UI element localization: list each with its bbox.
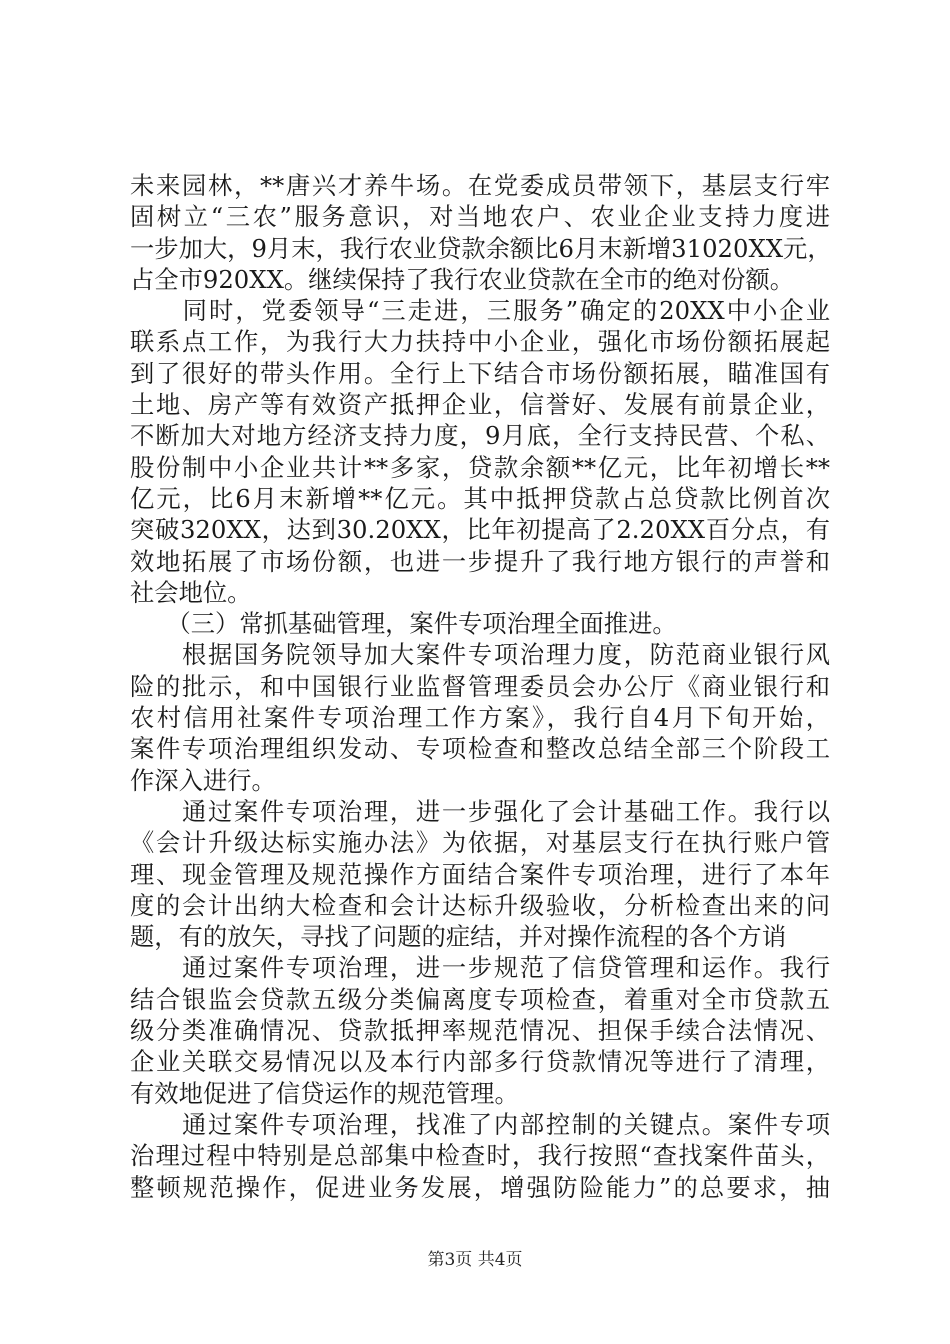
text-line: （三）常抓基础管理，案件专项治理全面推进。	[130, 609, 677, 639]
text-line: 通过案件专项治理，进一步强化了会计基础工作。我行以	[130, 796, 830, 826]
text-line: 土地、房产等有效资产抵押企业，信誉好、发展有前景企业，	[130, 390, 830, 420]
text-line: 突破320XX，达到30.20XX，比年初提高了2.20XX百分点，有	[130, 515, 830, 545]
text-line: 通过案件专项治理，找准了内部控制的关键点。案件专项	[130, 1109, 830, 1139]
text-line: 案件专项治理组织发动、专项检查和整改总结全部三个阶段工	[130, 734, 830, 764]
text-line: 理、现金管理及规范操作方面结合案件专项治理，进行了本年	[130, 859, 830, 889]
text-line: 治理过程中特别是总部集中检查时，我行按照“查找案件苗头，	[130, 1141, 830, 1171]
text-line: 亿元，比6月末新增**亿元。其中抵押贷款占总贷款比例首次	[130, 483, 830, 513]
text-line: 社会地位。	[130, 577, 252, 607]
text-line: 题，有的放矢，寻找了问题的症结，并对操作流程的各个方诮	[130, 922, 787, 952]
text-line: 企业关联交易情况以及本行内部多行贷款情况等进行了清理，	[130, 1047, 830, 1077]
text-line: 股份制中小企业共计**多家，贷款余额**亿元，比年初增长**	[130, 452, 830, 482]
text-line: 未来园林，**唐兴才养牛场。在党委成员带领下，基层支行牢	[130, 171, 830, 200]
text-line: 整顿规范操作，促进业务发展，增强防险能力”的总要求，抽	[130, 1172, 830, 1202]
text-line: 到了很好的带头作用。全行上下结合市场份额拓展，瞄准国有	[130, 358, 830, 388]
text-line: 效地拓展了市场份额，也进一步提升了我行地方银行的声誉和	[130, 546, 830, 576]
page-footer: 第3页 共4页	[427, 1250, 523, 1270]
text-line: 作深入进行。	[130, 765, 276, 795]
document-body	[130, 170, 830, 1203]
text-line: 《会计升级达标实施办法》为依据，对基层支行在执行账户管	[130, 828, 830, 858]
text-line: 同时，党委领导“三走进，三服务”确定的20XX中小企业	[130, 296, 830, 326]
text-line: 通过案件专项治理，进一步规范了信贷管理和运作。我行	[130, 953, 830, 983]
text-line: 固树立“三农”服务意识，对当地农户、农业企业支持力度进	[130, 202, 830, 232]
text-line: 险的批示，和中国银行业监督管理委员会办公厅《商业银行和	[130, 671, 830, 701]
text-line: 农村信用社案件专项治理工作方案》，我行自4月下旬开始，	[130, 703, 830, 733]
text-line: 不断加大对地方经济支持力度，9月底，全行支持民营、个私、	[130, 421, 830, 451]
text-line: 结合银监会贷款五级分类偏离度专项检查，着重对全市贷款五	[130, 984, 830, 1014]
text-line: 有效地促进了信贷运作的规范管理。	[130, 1078, 519, 1108]
text-line: 一步加大，9月末，我行农业贷款余额比6月末新增31020XX元，	[130, 233, 832, 263]
text-line: 占全市920XX。继续保持了我行农业贷款在全市的绝对份额。	[130, 264, 795, 294]
text-line: 度的会计出纳大检查和会计达标升级验收，分析检查出来的问	[130, 890, 830, 920]
text-line: 联系点工作，为我行大力扶持中小企业，强化市场份额拓展起	[130, 327, 830, 357]
text-line: 根据国务院领导加大案件专项治理力度，防范商业银行风	[130, 640, 830, 670]
text-line: 级分类准确情况、贷款抵押率规范情况、担保手续合法情况、	[130, 1016, 830, 1046]
